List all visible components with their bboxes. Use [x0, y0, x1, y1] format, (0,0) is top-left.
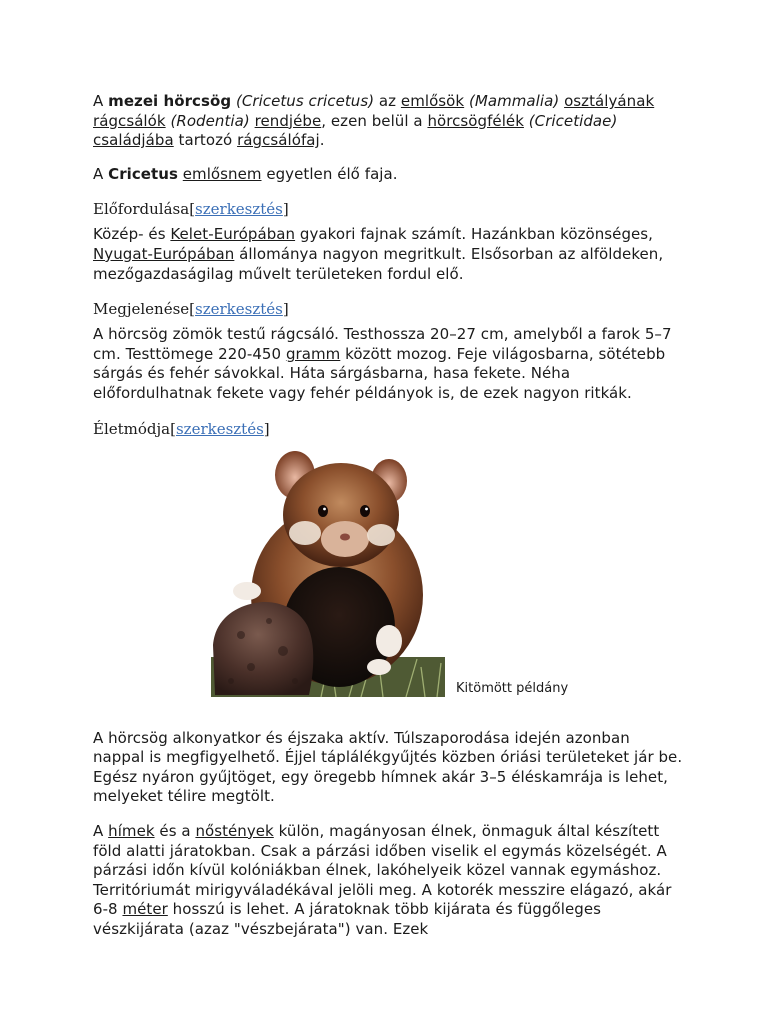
genus-name: Cricetus — [108, 164, 178, 183]
bracket: [ — [189, 200, 196, 219]
bracket: ] — [263, 419, 270, 438]
link-emlosok[interactable]: emlősök — [400, 92, 465, 110]
text: . — [319, 131, 325, 150]
section-heading-elofordulas — [93, 199, 683, 219]
link-gramm[interactable]: gramm — [285, 344, 341, 363]
link-ragcsalok[interactable]: rágcsálók — [93, 111, 166, 130]
figure — [93, 445, 683, 729]
text: A — [93, 92, 109, 110]
text: hosszú is lehet. A járatoknak több kijárata és függőleges vészkijárata (azaz "vészbejárata") van. Ezek — [93, 900, 601, 938]
article-body — [93, 92, 683, 939]
text: állománya nagyon megritkult. Elsősorban az alföldeken, mezőgazdaságilag művelt területeken fordul elő. — [93, 244, 664, 283]
species-name: mezei hörcsög — [108, 92, 232, 110]
section-heading-megjelenes — [93, 299, 683, 319]
edit-link[interactable]: szerkesztés — [195, 200, 283, 219]
text: A — [93, 164, 109, 183]
section-heading-eletmod — [93, 419, 683, 439]
link-rendjebe[interactable]: rendjébe — [254, 111, 322, 130]
bracket: [ — [189, 300, 196, 319]
text: egyetlen élő faja. — [261, 164, 398, 183]
bracket: ] — [282, 200, 289, 219]
elofordulas-paragraph — [93, 225, 683, 284]
link-osztalyanak[interactable]: osztályának — [564, 92, 655, 110]
latin-name: (Mammalia) — [468, 92, 560, 110]
heading-text: Életmódja — [93, 419, 171, 438]
eletmod-paragraph-1: A hörcsög alkonyatkor és éjszaka aktív. Túlszaporodása idején azonban nappal is megfigyelhető. Éjjel táplálékgyűjtés közben óriási területeket jár be. Egész nyáron gyűjtöget, egy öregebb hímnek akár 3–5 éléskamrája is lehet, melyeket télire megtölt. — [93, 728, 683, 806]
latin-name: (Cricetidae) — [528, 111, 618, 130]
text: gyakori fajnak számít. Hazánkban közönséges, — [295, 225, 653, 244]
link-csaladjaba[interactable]: családjába — [93, 131, 174, 150]
link-nostenyek[interactable]: nőstények — [195, 821, 274, 840]
eletmod-paragraph-2 — [93, 822, 683, 940]
link-kelet-europa[interactable]: Kelet-Európában — [170, 225, 296, 244]
text: Közép- és — [93, 225, 171, 244]
link-emlosnem[interactable]: emlősnem — [182, 164, 262, 183]
edit-link[interactable]: szerkesztés — [175, 419, 264, 438]
genus-paragraph — [93, 165, 683, 185]
edit-link[interactable]: szerkesztés — [195, 300, 283, 319]
link-himek[interactable]: hímek — [108, 821, 155, 840]
text: az — [374, 92, 401, 110]
hamster-photo — [211, 445, 445, 697]
heading-text: Megjelenése — [93, 300, 190, 319]
image-caption: Kitömött példány — [456, 680, 569, 696]
bracket: [ — [170, 419, 176, 438]
text: tartozó — [173, 131, 238, 150]
text: A — [93, 821, 109, 840]
text: külön, magányosan élnek, önmaguk által készített föld alatti járatokban. Csak a párzási időben viselik el egymás közelségét. A párzási időn kívül kolóniákban élnek, lakóhelyeik közel vannak egymáshoz. Territóriumát mirigyváladékával jelöli meg. A kotorék messzire elágazó, akár 6-8 — [93, 821, 672, 919]
text: A hörcsög zömök testű rágcsáló. Testhossza 20–27 cm, amelyből a farok 5–7 cm. Testtömege 220-450 — [93, 325, 672, 363]
link-nyugat-europa[interactable]: Nyugat-Európában — [93, 244, 235, 263]
text: között mozog. Feje világosbarna, sötétebb sárgás és fehér sávokkal. Háta sárgásbarna, hasa fekete. Néha előfordulhatnak fekete vagy fehér példányok is, de ezek nagyon ritkák. — [93, 344, 666, 402]
bracket: ] — [282, 300, 289, 319]
text: , ezen belül a — [321, 111, 428, 130]
latin-name: (Cricetus cricetus) — [235, 92, 375, 110]
megjelenes-paragraph — [93, 325, 683, 403]
text: és a — [154, 821, 196, 840]
heading-text: Előfordulása — [93, 200, 190, 219]
latin-name: (Rodentia) — [170, 111, 250, 130]
link-ragcsalofaj[interactable]: rágcsálófaj — [237, 131, 320, 150]
link-horcsogfelek[interactable]: hörcsögfélék — [427, 111, 524, 130]
link-meter[interactable]: méter — [122, 900, 168, 919]
intro-paragraph — [93, 92, 683, 151]
